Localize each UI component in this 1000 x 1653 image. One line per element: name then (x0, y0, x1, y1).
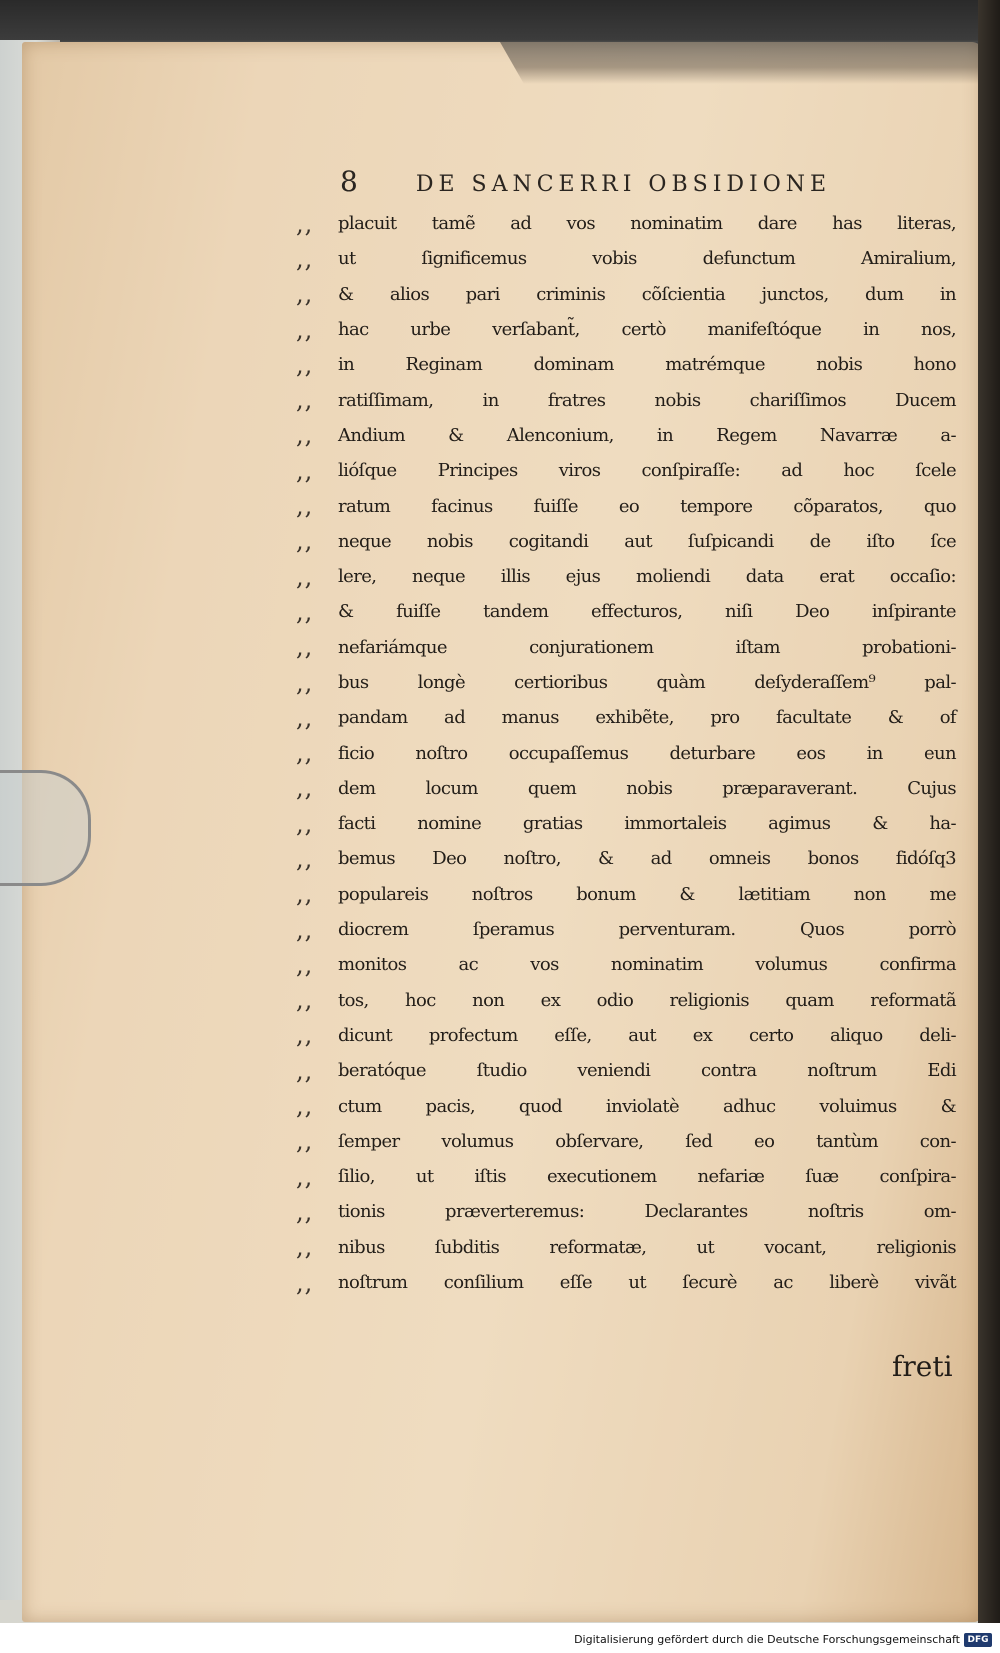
line-text: dicunt profectum eſſe, aut ex certo aliquo deli- (338, 1024, 956, 1046)
text-line (296, 1124, 956, 1159)
text-line (296, 1018, 956, 1053)
text-line (296, 806, 956, 841)
line-text: ratiſſimam, in fratres nobis chariſſimos Ducem (338, 389, 956, 411)
quotation-mark: ,, (296, 844, 314, 873)
text-line (296, 594, 956, 629)
quotation-mark: ,, (296, 315, 314, 344)
line-text: dem locum quem nobis præparaverant. Cujus (338, 777, 956, 799)
folio-number: 8 (340, 165, 358, 198)
footer-bar (0, 1623, 1000, 1653)
line-text: ſemper volumus obſervare, ſed eo tantùm con- (338, 1130, 956, 1152)
line-text: noſtrum conſilium eſſe ut ſecurè ac liberè vivãt (338, 1272, 956, 1294)
quotation-mark: ,, (296, 986, 314, 1015)
quotation-mark: ,, (296, 809, 314, 838)
text-line (296, 524, 956, 559)
line-text: in Reginam dominam matrémque nobis hono (338, 354, 956, 376)
text-line (296, 1194, 956, 1229)
line-text: ctum pacis, quod inviolatè adhuc voluimus & (338, 1095, 956, 1117)
line-text: ficio noſtro occupaſſemus deturbare eos in eun (338, 742, 956, 764)
text-line (296, 630, 956, 665)
footer-credit: Digitalisierung gefördert durch die Deutsche Forschungsgemeinschaft (574, 1633, 960, 1646)
line-text: ratum facinus fuiſſe eo tempore cõparatos, quo (338, 495, 956, 517)
line-text: tos, hoc non ex odio religionis quam reformatã (338, 989, 956, 1011)
line-text: beratóque ſtudio veniendi contra noſtrum Edi (338, 1060, 956, 1082)
quotation-mark: ,, (296, 597, 314, 626)
line-text: & fuiſſe tandem effecturos, niſi Deo inſpirante (338, 601, 956, 623)
text-line (296, 453, 956, 488)
quotation-mark: ,, (296, 739, 314, 768)
quotation-mark: ,, (296, 668, 314, 697)
line-text: ſilio, ut iſtis executionem nefariæ ſuæ conſpira- (338, 1166, 956, 1188)
line-text: monitos ac vos nominatim volumus confirma (338, 954, 956, 976)
quotation-mark: ,, (296, 421, 314, 450)
quotation-mark: ,, (296, 915, 314, 944)
quotation-mark: ,, (296, 280, 314, 309)
quotation-mark: ,, (296, 774, 314, 803)
quotation-mark: ,, (296, 950, 314, 979)
line-text: Andium & Alenconium, in Regem Navarræ a- (338, 424, 956, 446)
line-text: diocrem ſperamus perventuram. Quos porrò (338, 919, 956, 941)
text-line (296, 312, 956, 347)
quotation-mark: ,, (296, 350, 314, 379)
text-line (296, 947, 956, 982)
text-line (296, 1088, 956, 1123)
page-header (340, 165, 910, 201)
torn-page-corner (500, 42, 980, 84)
quotation-mark: ,, (296, 1092, 314, 1121)
book-edge-right (978, 0, 1000, 1653)
text-line (296, 559, 956, 594)
text-line (296, 771, 956, 806)
quotation-mark: ,, (296, 880, 314, 909)
dfg-logo: DFG (964, 1633, 992, 1647)
quotation-mark: ,, (296, 1268, 314, 1297)
quotation-mark: ,, (296, 1021, 314, 1050)
text-line (296, 877, 956, 912)
line-text: placuit tamẽ ad vos nominatim dare has literas, (338, 213, 956, 235)
line-text: bus longè certioribus quàm deſyderaſſem⁹ pal- (338, 672, 956, 693)
quotation-mark: ,, (296, 633, 314, 662)
text-line (296, 241, 956, 276)
text-line (296, 1159, 956, 1194)
quotation-mark: ,, (296, 527, 314, 556)
text-line (296, 347, 956, 382)
quotation-mark: ,, (296, 209, 314, 238)
quotation-mark: ,, (296, 1127, 314, 1156)
running-head: DE SANCERRI OBSIDIONE (415, 172, 832, 197)
quotation-mark: ,, (296, 244, 314, 273)
quotation-mark: ,, (296, 1197, 314, 1226)
line-text: neque nobis cogitandi aut ſuſpicandi de iſto ſce (338, 530, 956, 552)
line-text: lióſque Principes viros conſpiraſſe: ad hoc ſcele (338, 460, 956, 482)
line-text: nibus ſubditis reformatæ, ut vocant, religionis (338, 1236, 956, 1258)
quotation-mark: ,, (296, 1162, 314, 1191)
line-text: lere, neque illis ejus moliendi data erat occaſio: (338, 566, 956, 588)
text-block (296, 206, 956, 1300)
text-line (296, 912, 956, 947)
quotation-mark: ,, (296, 703, 314, 732)
text-line (296, 735, 956, 770)
line-text: ut ſignificemus vobis defunctum Amiralium, (338, 248, 956, 270)
quotation-mark: ,, (296, 1233, 314, 1262)
text-line (296, 1053, 956, 1088)
line-text: nefariámque conjurationem iſtam probationi- (338, 636, 956, 658)
catchword: freti (892, 1350, 953, 1383)
page-clip (0, 770, 91, 886)
quotation-mark: ,, (296, 456, 314, 485)
line-text: & alios pari criminis cõſcientia junctos, dum in (338, 283, 956, 305)
quotation-mark: ,, (296, 1056, 314, 1085)
quotation-mark: ,, (296, 562, 314, 591)
line-text: pandam ad manus exhibẽte, pro facultate & of (338, 707, 956, 729)
line-text: bemus Deo noſtro, & ad omneis bonos fidóſq3 (338, 848, 956, 870)
line-text: hac urbe verſabant̃, certò manifeſtóque in nos, (338, 319, 956, 341)
text-line (296, 418, 956, 453)
text-line (296, 382, 956, 417)
text-line (296, 700, 956, 735)
quotation-mark: ,, (296, 386, 314, 415)
text-line (296, 1230, 956, 1265)
line-text: facti nomine gratias immortaleis agimus & ha- (338, 813, 956, 835)
text-line (296, 983, 956, 1018)
line-text: populareis noſtros bonum & lætitiam non me (338, 883, 956, 905)
quotation-mark: ,, (296, 492, 314, 521)
text-line (296, 206, 956, 241)
text-line (296, 1265, 956, 1300)
text-line (296, 841, 956, 876)
line-text: tionis præverteremus: Declarantes noſtris om- (338, 1201, 956, 1223)
text-line (296, 488, 956, 523)
text-line (296, 277, 956, 312)
text-line (296, 665, 956, 700)
